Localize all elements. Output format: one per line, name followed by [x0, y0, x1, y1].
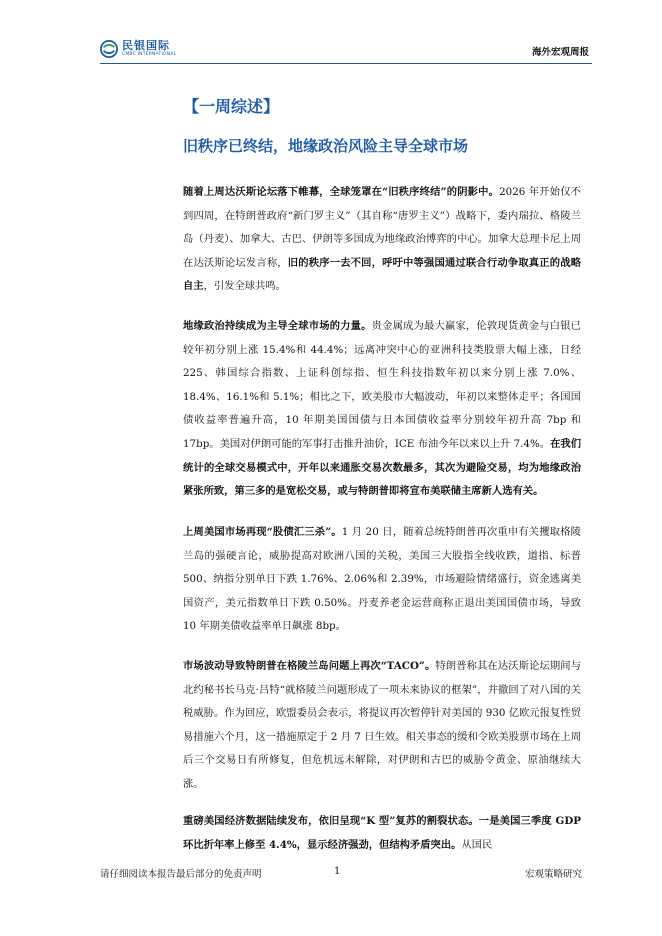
paragraph-4-body: 特朗普称其在达沃斯论坛期间与北约秘书长马克·吕特“就格陵兰问题形成了一项未来协议的框架”，并撤回了对八国的关税威胁。作为回应，欧盟委员会表示，将提议再次暂停针对美国的 930 亿欧元报复性贸易措施六个月，这一措施原定于 2 月 7 日生效。相关事态的缓和令欧美股票市场在上周后三个交易日有所修复，但危机远未解除，对伊朗和古巴的威胁令黄金、原油继续大涨。	[183, 660, 581, 790]
section-title: 【一周综述】	[183, 97, 280, 116]
paragraph-4	[183, 655, 581, 797]
paragraph-5-body: 从国民	[461, 838, 493, 851]
paragraph-3-lead: 上周美国市场再现“股债汇三杀”。	[183, 526, 342, 538]
company-logo	[100, 40, 176, 58]
logo-english-text: CMBC INTERNATIONAL	[122, 52, 177, 57]
page-number: 1	[334, 866, 341, 877]
paragraph-2-lead: 地缘政治持续成为主导全球市场的力量。	[183, 320, 372, 332]
paragraph-2	[183, 315, 581, 504]
page-header	[0, 0, 662, 70]
paragraph-1-tail: ，引发全球共鸣。	[203, 280, 286, 293]
paragraph-3-body: 1 月 20 日，随着总统特朗普再次重申有关攫取格陵兰岛的强硬言论，威胁提高对欧洲八国的关税，美国三大股指全线收跌，道指、标普 500、纳指分别单日下跌 1.76%、2.06%和 2.39%，市场避险情绪盛行，资金逃离美国资产，美元指数单日下跌 0.50%。丹麦养老金运营商称正退出美国国债市场，导致 10 年期美债收益率单日飙涨 8bp。	[183, 526, 581, 633]
paragraph-3	[183, 521, 581, 639]
footer-disclaimer: 请仔细阅读本报告最后部分的免责声明	[100, 869, 262, 880]
footer-organization: 宏观策略研究	[524, 869, 582, 880]
paragraph-2-emphasis: 在我们统计的全球交易模式中，开年以来通胀交易次数最多，其次为避险交易，均为地缘政治紧张所致，第三多的是宽松交易，或与特朗普即将宣布美联储主席新人选有关。	[183, 437, 582, 498]
paragraph-1-emphasis: 旧的秩序一去不回，呼吁中等强国通过联合行动争取真正的战略自主	[183, 256, 582, 293]
logo-chinese-text: 民银国际	[122, 39, 170, 52]
paragraph-2-body: 贵金属成为最大赢家，伦敦现货黄金与白银已较年初分别上涨 15.4%和 44.4%；远离冲突中心的亚洲科技类股票大幅上涨，日经 225、韩国综合指数、上证科创综指、恒生科技指数年初以来分别上涨 7.0%、18.4%、16.1%和 5.1%；相比之下，欧美股市大幅波动，年初以来整体走平；各国国债收益率普遍升高，10 年期美国国债与日本国债收益率分别较年初升高 7bp 和 17bp。美国对伊朗可能的军事打击推升油价，ICE 布油今年以来以上升 7.4%。	[183, 320, 582, 450]
paragraph-1-lead: 随着上周达沃斯论坛落下帷幕，全球笼罩在“旧秩序终结”的阴影中。	[183, 186, 500, 198]
header-divider	[100, 63, 592, 64]
report-name: 海外宏观周报	[531, 47, 589, 58]
page-footer	[0, 866, 662, 896]
article-subtitle: 旧秩序已终结，地缘政治风险主导全球市场	[183, 137, 469, 155]
paragraph-5-lead: 重磅美国经济数据陆续发布，依旧呈现“K 型”复苏的割裂状态。一是美国三季度 GDP 环比折年率上修至 4.4%，显示经济强劲，但结构矛盾突出。	[183, 815, 581, 851]
logo-mark-icon	[100, 40, 118, 58]
paragraph-1-body: 2026 年开始仅不到四周，在特朗普政府“新门罗主义”（其自称“唐罗主义”）战略下，委内瑞拉、格陵兰岛（丹麦）、加拿大、古巴、伊朗等多国成为地缘政治博弈的中心。加拿大总理卡尼上周在达沃斯论坛发言称，	[183, 186, 581, 269]
paragraph-4-lead: 市场波动导致特朗普在格陵兰岛问题上再次“TACO”。	[183, 660, 436, 672]
paragraph-1	[183, 181, 581, 299]
paragraph-5	[183, 810, 581, 857]
